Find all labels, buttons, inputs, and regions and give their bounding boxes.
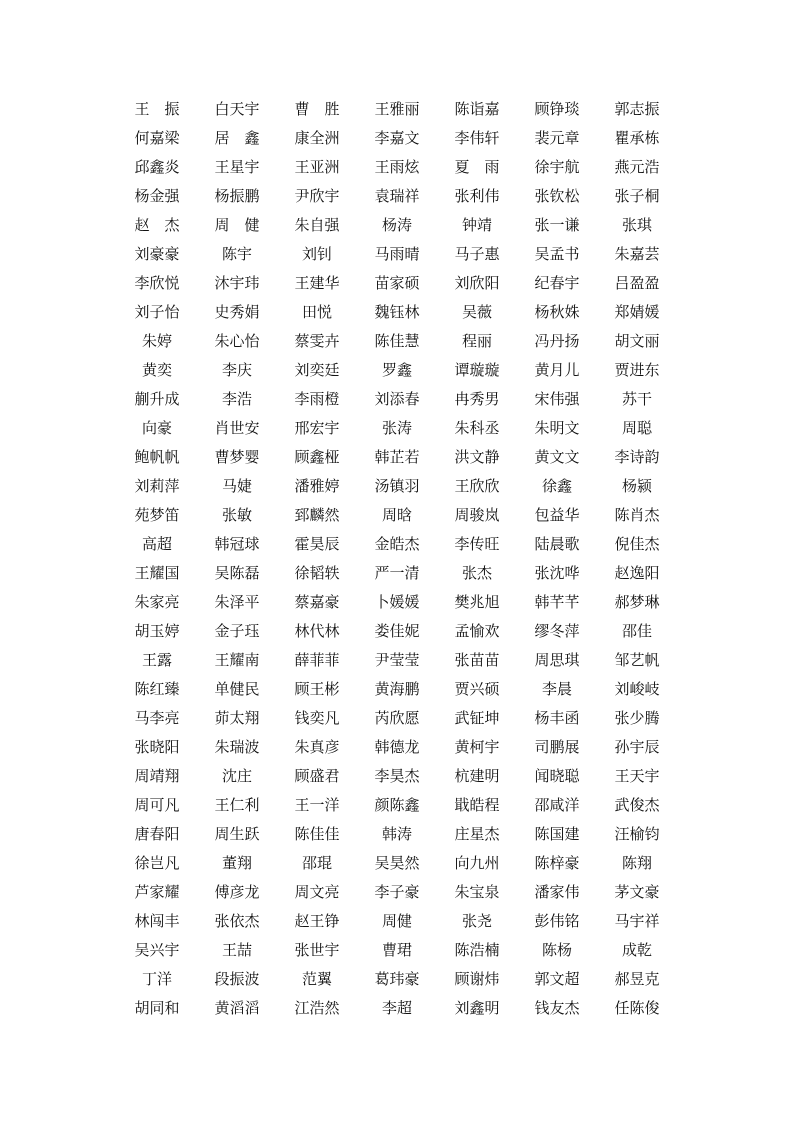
name-cell: 顾王彬 bbox=[294, 680, 340, 698]
name-row bbox=[117, 124, 677, 153]
name-cell: 徐鑫 bbox=[541, 477, 572, 495]
name-cell: 陈佳慧 bbox=[374, 332, 420, 350]
name-cell: 胡玉婷 bbox=[134, 622, 180, 640]
name-cell: 王露 bbox=[141, 651, 172, 669]
name-row bbox=[117, 443, 677, 472]
name-cell: 黄文文 bbox=[534, 448, 580, 466]
name-cell: 司鹏展 bbox=[534, 738, 580, 756]
name-cell: 杨丰函 bbox=[534, 709, 580, 727]
name-row bbox=[117, 849, 677, 878]
name-cell: 吴昊然 bbox=[374, 854, 420, 872]
name-cell: 张杰 bbox=[461, 564, 492, 582]
name-cell: 谭璇璇 bbox=[454, 361, 500, 379]
name-cell: 张尧 bbox=[461, 912, 492, 930]
name-cell: 严一清 bbox=[374, 564, 420, 582]
name-row bbox=[117, 907, 677, 936]
name-cell: 刘欣阳 bbox=[454, 274, 500, 292]
name-cell: 瞿承栋 bbox=[614, 129, 660, 147]
name-cell: 顾鑫桠 bbox=[294, 448, 340, 466]
name-cell: 薛菲菲 bbox=[294, 651, 340, 669]
name-cell: 吴兴宇 bbox=[134, 941, 180, 959]
name-cell: 韩芷若 bbox=[374, 448, 420, 466]
name-cell: 尹欣宇 bbox=[294, 187, 340, 205]
name-row bbox=[117, 704, 677, 733]
name-cell: 王亚洲 bbox=[294, 158, 340, 176]
name-cell: 张一谦 bbox=[534, 216, 580, 234]
name-cell: 武俊杰 bbox=[614, 796, 660, 814]
name-cell: 单健民 bbox=[214, 680, 260, 698]
name-cell: 郅麟然 bbox=[294, 506, 340, 524]
name-cell: 李雨橙 bbox=[294, 390, 340, 408]
name-cell: 贾进东 bbox=[614, 361, 660, 379]
name-cell: 刘豪豪 bbox=[134, 245, 180, 263]
name-cell: 赵王铮 bbox=[294, 912, 340, 930]
name-cell: 邵咸洋 bbox=[534, 796, 580, 814]
name-cell: 范翼 bbox=[301, 970, 332, 988]
name-cell: 金皓杰 bbox=[374, 535, 420, 553]
name-cell: 苗家硕 bbox=[374, 274, 420, 292]
name-cell: 陈肖杰 bbox=[614, 506, 660, 524]
name-cell: 曹珺 bbox=[381, 941, 412, 959]
name-row bbox=[117, 820, 677, 849]
name-row bbox=[117, 675, 677, 704]
name-cell: 钱奕凡 bbox=[294, 709, 340, 727]
name-cell: 彭伟铭 bbox=[534, 912, 580, 930]
name-row bbox=[117, 762, 677, 791]
name-cell: 周健 bbox=[381, 912, 412, 930]
name-cell: 顾盛君 bbox=[294, 767, 340, 785]
name-cell: 贾兴硕 bbox=[454, 680, 500, 698]
name-cell: 陈浩楠 bbox=[454, 941, 500, 959]
name-cell: 唐春阳 bbox=[134, 825, 180, 843]
name-cell: 王喆 bbox=[221, 941, 252, 959]
name-cell: 包益华 bbox=[534, 506, 580, 524]
name-row bbox=[117, 356, 677, 385]
name-cell: 任陈俊 bbox=[614, 999, 660, 1017]
name-cell: 苑梦笛 bbox=[134, 506, 180, 524]
name-cell: 张世宇 bbox=[294, 941, 340, 959]
name-cell: 曹梦婴 bbox=[214, 448, 260, 466]
name-cell: 杭建明 bbox=[454, 767, 500, 785]
name-cell: 高超 bbox=[141, 535, 172, 553]
name-cell: 林闯丰 bbox=[134, 912, 180, 930]
name-cell: 刘奕廷 bbox=[294, 361, 340, 379]
name-cell: 孙宇辰 bbox=[614, 738, 660, 756]
name-cell: 苏干 bbox=[621, 390, 652, 408]
name-cell: 郭文超 bbox=[534, 970, 580, 988]
name-cell: 郑婧媛 bbox=[614, 303, 660, 321]
name-cell: 朱自强 bbox=[294, 216, 340, 234]
name-cell: 黄月儿 bbox=[534, 361, 580, 379]
name-cell: 钱友杰 bbox=[534, 999, 580, 1017]
name-cell: 邹艺帆 bbox=[614, 651, 660, 669]
name-row bbox=[117, 588, 677, 617]
name-cell: 邱鑫炎 bbox=[134, 158, 180, 176]
name-cell: 黄滔滔 bbox=[214, 999, 260, 1017]
name-cell: 顾铮琰 bbox=[534, 100, 580, 118]
name-cell: 马婕 bbox=[221, 477, 252, 495]
name-cell: 杨秋姝 bbox=[534, 303, 580, 321]
name-cell: 赵 杰 bbox=[134, 216, 180, 234]
name-cell: 李诗韵 bbox=[614, 448, 660, 466]
name-cell: 张子桐 bbox=[614, 187, 660, 205]
name-cell: 向九州 bbox=[454, 854, 500, 872]
name-cell: 周靖翔 bbox=[134, 767, 180, 785]
name-cell: 肖世安 bbox=[214, 419, 260, 437]
name-cell: 杨颍 bbox=[621, 477, 652, 495]
name-row bbox=[117, 298, 677, 327]
name-row bbox=[117, 501, 677, 530]
name-cell: 吴薇 bbox=[461, 303, 492, 321]
name-cell: 裴元章 bbox=[534, 129, 580, 147]
name-cell: 冯丹扬 bbox=[534, 332, 580, 350]
name-cell: 刘子怡 bbox=[134, 303, 180, 321]
name-cell: 卜媛媛 bbox=[374, 593, 420, 611]
name-cell: 鲍帆帆 bbox=[134, 448, 180, 466]
name-cell: 李子豪 bbox=[374, 883, 420, 901]
name-cell: 戢皓程 bbox=[454, 796, 500, 814]
name-row bbox=[117, 994, 677, 1023]
name-cell: 周晗 bbox=[381, 506, 412, 524]
name-cell: 洪文静 bbox=[454, 448, 500, 466]
name-cell: 霍昊辰 bbox=[294, 535, 340, 553]
name-cell: 颜陈鑫 bbox=[374, 796, 420, 814]
name-cell: 朱泽平 bbox=[214, 593, 260, 611]
name-cell: 傅彦龙 bbox=[214, 883, 260, 901]
name-cell: 杨振鹏 bbox=[214, 187, 260, 205]
name-cell: 段振波 bbox=[214, 970, 260, 988]
name-row bbox=[117, 530, 677, 559]
name-cell: 蒯升成 bbox=[134, 390, 180, 408]
name-list-table bbox=[117, 95, 677, 1023]
name-cell: 邵佳 bbox=[621, 622, 652, 640]
name-cell: 刘添春 bbox=[374, 390, 420, 408]
name-cell: 王 振 bbox=[134, 100, 180, 118]
name-cell: 刘莉萍 bbox=[134, 477, 180, 495]
name-cell: 朱嘉芸 bbox=[614, 245, 660, 263]
name-cell: 朱婷 bbox=[141, 332, 172, 350]
name-cell: 葛玮豪 bbox=[374, 970, 420, 988]
name-cell: 倪佳杰 bbox=[614, 535, 660, 553]
name-cell: 李传旺 bbox=[454, 535, 500, 553]
name-cell: 潘家伟 bbox=[534, 883, 580, 901]
name-cell: 郝昱克 bbox=[614, 970, 660, 988]
name-cell: 夏 雨 bbox=[454, 158, 500, 176]
name-cell: 茅文豪 bbox=[614, 883, 660, 901]
name-cell: 闻晓聪 bbox=[534, 767, 580, 785]
name-cell: 张敏 bbox=[221, 506, 252, 524]
name-cell: 张琪 bbox=[621, 216, 652, 234]
name-cell: 王雨炫 bbox=[374, 158, 420, 176]
name-cell: 赵逸阳 bbox=[614, 564, 660, 582]
name-cell: 张涛 bbox=[381, 419, 412, 437]
name-cell: 王雅丽 bbox=[374, 100, 420, 118]
name-cell: 周思琪 bbox=[534, 651, 580, 669]
name-cell: 黄海鹏 bbox=[374, 680, 420, 698]
name-cell: 王耀南 bbox=[214, 651, 260, 669]
name-cell: 李昊杰 bbox=[374, 767, 420, 785]
name-row bbox=[117, 414, 677, 443]
name-cell: 朱明文 bbox=[534, 419, 580, 437]
name-cell: 周聪 bbox=[621, 419, 652, 437]
name-cell: 缪冬萍 bbox=[534, 622, 580, 640]
name-cell: 娄佳妮 bbox=[374, 622, 420, 640]
name-cell: 陈诣嘉 bbox=[454, 100, 500, 118]
name-cell: 武钲坤 bbox=[454, 709, 500, 727]
name-row bbox=[117, 733, 677, 762]
name-cell: 胡同和 bbox=[134, 999, 180, 1017]
name-cell: 芦家耀 bbox=[134, 883, 180, 901]
name-cell: 王建华 bbox=[294, 274, 340, 292]
name-cell: 纪春宇 bbox=[534, 274, 580, 292]
name-cell: 王一洋 bbox=[294, 796, 340, 814]
name-row bbox=[117, 211, 677, 240]
name-cell: 刘钊 bbox=[301, 245, 332, 263]
name-cell: 马雨晴 bbox=[374, 245, 420, 263]
name-cell: 周骏岚 bbox=[454, 506, 500, 524]
name-cell: 陈佳佳 bbox=[294, 825, 340, 843]
name-cell: 邢宏宇 bbox=[294, 419, 340, 437]
name-row bbox=[117, 878, 677, 907]
name-row bbox=[117, 559, 677, 588]
name-cell: 董翔 bbox=[221, 854, 252, 872]
name-cell: 朱家亮 bbox=[134, 593, 180, 611]
name-cell: 陈杨 bbox=[541, 941, 572, 959]
name-cell: 汪榆钧 bbox=[614, 825, 660, 843]
name-cell: 张晓阳 bbox=[134, 738, 180, 756]
name-row bbox=[117, 153, 677, 182]
name-cell: 韩涛 bbox=[381, 825, 412, 843]
name-cell: 韩冠球 bbox=[214, 535, 260, 553]
name-cell: 李超 bbox=[381, 999, 412, 1017]
name-row bbox=[117, 182, 677, 211]
name-cell: 张沈哗 bbox=[534, 564, 580, 582]
name-cell: 茆太翔 bbox=[214, 709, 260, 727]
name-cell: 陈宇 bbox=[221, 245, 252, 263]
name-cell: 马宇祥 bbox=[614, 912, 660, 930]
name-row bbox=[117, 240, 677, 269]
name-cell: 马李亮 bbox=[134, 709, 180, 727]
name-cell: 韩芊芊 bbox=[534, 593, 580, 611]
name-cell: 周文亮 bbox=[294, 883, 340, 901]
name-row bbox=[117, 472, 677, 501]
name-cell: 蔡嘉豪 bbox=[294, 593, 340, 611]
name-cell: 朱真彦 bbox=[294, 738, 340, 756]
name-cell: 朱科丞 bbox=[454, 419, 500, 437]
name-cell: 刘峻岐 bbox=[614, 680, 660, 698]
name-cell: 李庆 bbox=[221, 361, 252, 379]
name-cell: 马子惠 bbox=[454, 245, 500, 263]
name-row bbox=[117, 791, 677, 820]
name-cell: 曹 胜 bbox=[294, 100, 340, 118]
name-cell: 王天宇 bbox=[614, 767, 660, 785]
name-cell: 尹莹莹 bbox=[374, 651, 420, 669]
name-cell: 吴陈磊 bbox=[214, 564, 260, 582]
name-cell: 张少腾 bbox=[614, 709, 660, 727]
name-cell: 张利伟 bbox=[454, 187, 500, 205]
name-cell: 郭志振 bbox=[614, 100, 660, 118]
name-cell: 陈国建 bbox=[534, 825, 580, 843]
name-cell: 潘雅婷 bbox=[294, 477, 340, 495]
name-cell: 袁瑞祥 bbox=[374, 187, 420, 205]
name-cell: 胡文丽 bbox=[614, 332, 660, 350]
name-cell: 庄星杰 bbox=[454, 825, 500, 843]
name-cell: 周 健 bbox=[214, 216, 260, 234]
name-cell: 丁洋 bbox=[141, 970, 172, 988]
name-cell: 孟愉欢 bbox=[454, 622, 500, 640]
name-row bbox=[117, 327, 677, 356]
name-cell: 宋伟强 bbox=[534, 390, 580, 408]
name-cell: 汤镇羽 bbox=[374, 477, 420, 495]
name-row bbox=[117, 617, 677, 646]
name-cell: 罗鑫 bbox=[381, 361, 412, 379]
name-cell: 王欣欣 bbox=[454, 477, 500, 495]
name-row bbox=[117, 646, 677, 675]
name-cell: 程丽 bbox=[461, 332, 492, 350]
name-row bbox=[117, 269, 677, 298]
name-cell: 吕盈盈 bbox=[614, 274, 660, 292]
name-row bbox=[117, 936, 677, 965]
name-cell: 沈庄 bbox=[221, 767, 252, 785]
name-cell: 徐宇航 bbox=[534, 158, 580, 176]
name-cell: 居 鑫 bbox=[214, 129, 260, 147]
name-cell: 顾谢炜 bbox=[454, 970, 500, 988]
name-cell: 杨金强 bbox=[134, 187, 180, 205]
name-cell: 刘鑫明 bbox=[454, 999, 500, 1017]
name-cell: 燕元浩 bbox=[614, 158, 660, 176]
name-cell: 田悦 bbox=[301, 303, 332, 321]
name-cell: 黄奕 bbox=[141, 361, 172, 379]
name-cell: 成乾 bbox=[621, 941, 652, 959]
name-list-body bbox=[117, 95, 677, 1023]
name-cell: 蔡雯卉 bbox=[294, 332, 340, 350]
name-cell: 张钦松 bbox=[534, 187, 580, 205]
name-cell: 樊兆旭 bbox=[454, 593, 500, 611]
name-cell: 向豪 bbox=[141, 419, 172, 437]
name-cell: 康全洲 bbox=[294, 129, 340, 147]
name-cell: 朱心怡 bbox=[214, 332, 260, 350]
name-cell: 徐岂凡 bbox=[134, 854, 180, 872]
name-cell: 李晨 bbox=[541, 680, 572, 698]
name-cell: 周生跃 bbox=[214, 825, 260, 843]
name-cell: 杨涛 bbox=[381, 216, 412, 234]
name-cell: 陈红臻 bbox=[134, 680, 180, 698]
name-cell: 周可凡 bbox=[134, 796, 180, 814]
name-cell: 史秀娟 bbox=[214, 303, 260, 321]
name-cell: 白天宇 bbox=[214, 100, 260, 118]
name-cell: 吴孟书 bbox=[534, 245, 580, 263]
name-cell: 林代林 bbox=[294, 622, 340, 640]
name-cell: 邵琨 bbox=[301, 854, 332, 872]
name-cell: 韩德龙 bbox=[374, 738, 420, 756]
name-cell: 何嘉梁 bbox=[134, 129, 180, 147]
name-cell: 王星宇 bbox=[214, 158, 260, 176]
name-cell: 魏钰林 bbox=[374, 303, 420, 321]
name-cell: 徐韬轶 bbox=[294, 564, 340, 582]
name-cell: 李浩 bbox=[221, 390, 252, 408]
name-cell: 王耀国 bbox=[134, 564, 180, 582]
name-row bbox=[117, 385, 677, 414]
name-cell: 陈梓豪 bbox=[534, 854, 580, 872]
name-cell: 张依杰 bbox=[214, 912, 260, 930]
name-cell: 郝梦琳 bbox=[614, 593, 660, 611]
name-cell: 沐宇玮 bbox=[214, 274, 260, 292]
name-cell: 江浩然 bbox=[294, 999, 340, 1017]
name-cell: 芮欣愿 bbox=[374, 709, 420, 727]
name-cell: 李伟轩 bbox=[454, 129, 500, 147]
name-cell: 陆晨歌 bbox=[534, 535, 580, 553]
name-cell: 陈翔 bbox=[621, 854, 652, 872]
name-cell: 金子珏 bbox=[214, 622, 260, 640]
name-row bbox=[117, 965, 677, 994]
name-cell: 王仁利 bbox=[214, 796, 260, 814]
name-cell: 冉秀男 bbox=[454, 390, 500, 408]
name-cell: 张苗苗 bbox=[454, 651, 500, 669]
name-cell: 李嘉文 bbox=[374, 129, 420, 147]
name-cell: 李欣悦 bbox=[134, 274, 180, 292]
name-cell: 钟靖 bbox=[461, 216, 492, 234]
name-row bbox=[117, 95, 677, 124]
name-cell: 黄柯宇 bbox=[454, 738, 500, 756]
name-cell: 朱瑞波 bbox=[214, 738, 260, 756]
name-cell: 朱宝泉 bbox=[454, 883, 500, 901]
